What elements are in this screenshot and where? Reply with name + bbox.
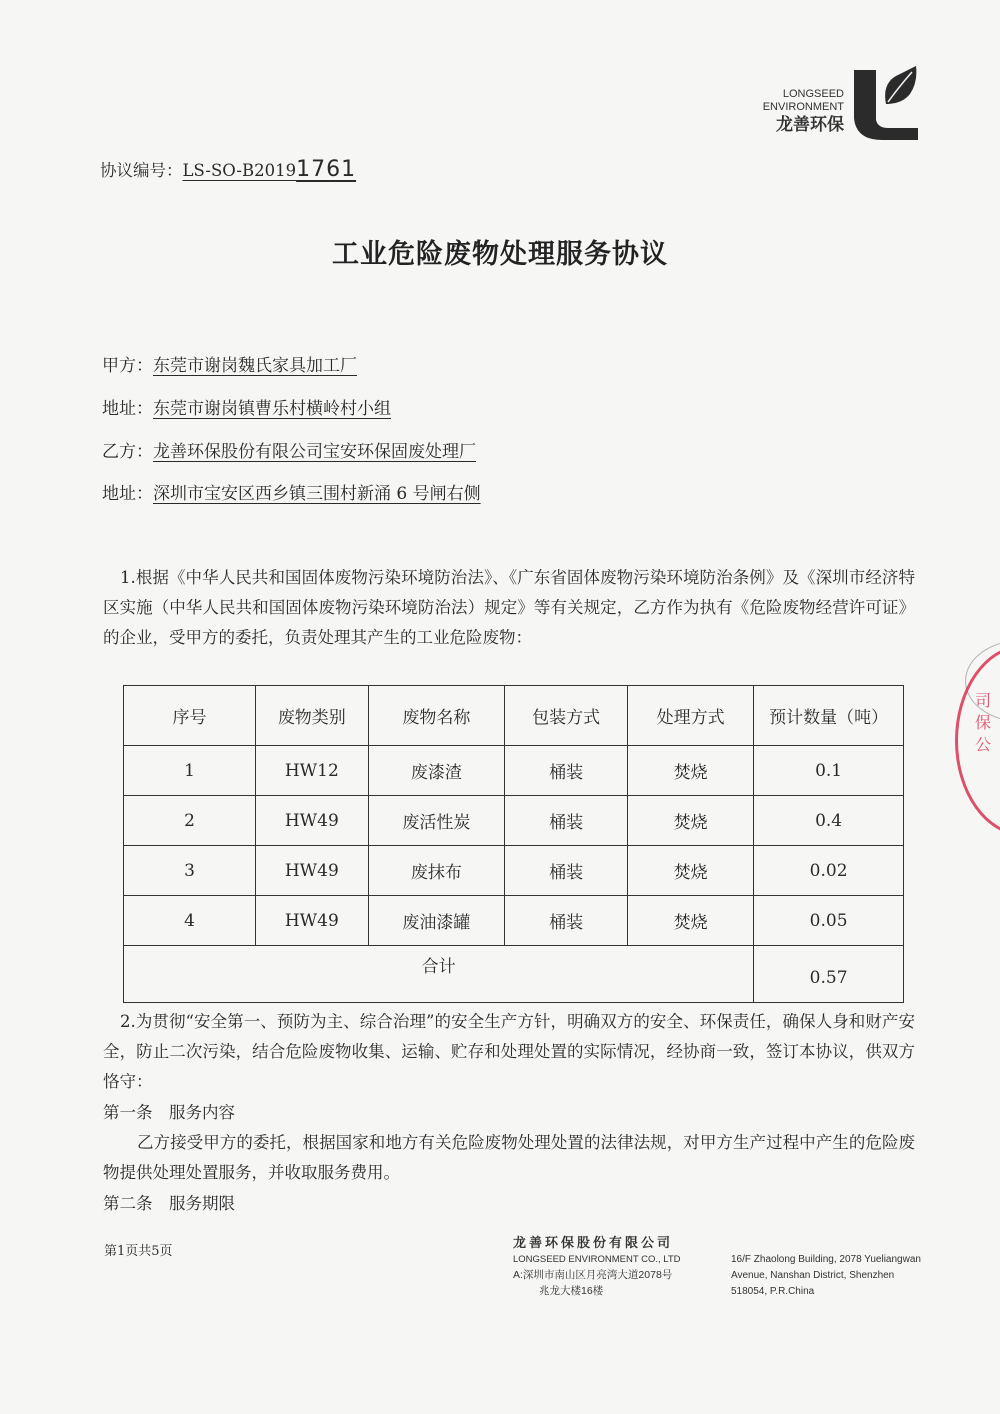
cell-category: HW49 [255,896,368,946]
cell-quantity: 0.05 [754,896,904,946]
contract-number-label: 协议编号： [100,161,183,180]
header-category: 废物类别 [255,686,368,746]
cell-category: HW12 [255,746,368,796]
contract-number-handwritten: 1761 [296,157,357,182]
article-2-heading: 第二条 服务期限 [103,1194,235,1213]
page-number: 第1页共5页 [104,1244,173,1259]
footer-address-cn-1: A:深圳市南山区月亮湾大道2078号 [513,1269,673,1281]
cell-name: 废抹布 [368,846,504,896]
footer-company-en: LONGSEED ENVIRONMENT CO., LTD [513,1254,681,1265]
company-logo-text [748,88,844,135]
table-row [124,846,904,896]
footer-address-en-2: Avenue, Nanshan District, Shenzhen [731,1270,895,1281]
party-a [102,351,371,376]
hazardous-waste-table [123,685,904,1003]
party-a-label: 甲方： [102,356,153,376]
footer-address-cn-2: 兆龙大楼16楼 [539,1285,604,1297]
footer-address-en [731,1252,921,1300]
cell-seq: 2 [124,796,256,846]
contract-number-printed: LS-SO-B2019 [182,161,297,180]
article-1-heading: 第一条 服务内容 [103,1103,235,1122]
header-quantity: 预计数量（吨） [754,686,904,746]
total-label: 合计 [124,946,754,1003]
clause-2: 2.为贯彻“安全第一、预防为主、综合治理”的安全生产方针，明确双方的安全、环保责任，确保人身和财产安全，防止二次污染，结合危险废物收集、运输、贮存和处理处置的实际情况，经协商一致，签订本协议，供双方恪守： [103,1012,915,1091]
stamp-text: 司保公 [975,691,992,754]
contract-number [100,157,384,182]
footer-address-en-3: 518054, P.R.China [731,1286,815,1297]
header-seq: 序号 [124,686,256,746]
table-header-row [124,686,904,746]
total-value: 0.57 [754,946,904,1003]
party-a-address-label: 地址： [102,399,153,419]
cell-quantity: 0.02 [754,846,904,896]
cell-treatment: 焚烧 [628,896,754,946]
header-name: 废物名称 [368,686,504,746]
party-b-address-label: 地址： [102,484,153,504]
table-row [124,796,904,846]
cell-name: 废活性炭 [368,796,504,846]
party-b [102,437,490,462]
footer-company-cn: 龙善环保股份有限公司 [513,1235,674,1250]
header-treatment: 处理方式 [628,686,754,746]
party-a-value: 东莞市谢岗魏氏家具加工厂 [153,356,357,376]
logo-en-line2: ENVIRONMENT [762,101,844,113]
cell-name: 废油漆罐 [368,896,504,946]
party-a-address-value: 东莞市谢岗镇曹乐村横岭村小组 [153,399,391,419]
cell-treatment: 焚烧 [628,846,754,896]
cell-category: HW49 [255,846,368,896]
cell-quantity: 0.4 [754,796,904,846]
table-row [124,896,904,946]
article-1-body: 乙方接受甲方的委托，根据国家和地方有关危险废物处理处置的法律法规，对甲方生产过程中产生的危险废物提供处理处置服务，并收取服务费用。 [103,1133,915,1182]
cell-seq: 1 [124,746,256,796]
cell-seq: 3 [124,846,256,896]
table-total-row [124,946,904,1003]
party-b-address [102,479,495,504]
logo-en-line1: LONGSEED [782,88,844,100]
party-b-value: 龙善环保股份有限公司宝安环保固废处理厂 [153,442,476,462]
table-row [124,746,904,796]
cell-name: 废漆渣 [368,746,504,796]
document-title: 工业危险废物处理服务协议 [332,239,668,270]
cell-packaging: 桶装 [505,796,628,846]
cell-packaging: 桶装 [505,896,628,946]
party-b-address-value: 深圳市宝安区西乡镇三围村新涌 6 号闸右侧 [153,484,481,504]
cell-category: HW49 [255,796,368,846]
footer-company [513,1232,681,1299]
clause-1: 1.根据《中华人民共和国固体废物污染环境防治法》、《广东省固体废物污染环境防治条例》及《深圳市经济特区实施（中华人民共和国固体废物污染环境防治法）规定》等有关规定，乙方作为执有《危险废物经营许可证》的企业，受甲方的委托，负责处理其产生的工业危险废物： [103,568,915,647]
cell-packaging: 桶装 [505,846,628,896]
cell-treatment: 焚烧 [628,796,754,846]
party-a-address [102,394,405,419]
footer-address-en-1: 16/F Zhaolong Building, 2078 Yueliangwan [731,1254,921,1265]
logo-cn: 龙善环保 [776,115,844,135]
party-b-label: 乙方： [102,442,153,462]
cell-seq: 4 [124,896,256,946]
header-packaging: 包装方式 [505,686,628,746]
cell-treatment: 焚烧 [628,746,754,796]
longseed-leaf-logo-icon [852,62,920,142]
cell-packaging: 桶装 [505,746,628,796]
cell-quantity: 0.1 [754,746,904,796]
